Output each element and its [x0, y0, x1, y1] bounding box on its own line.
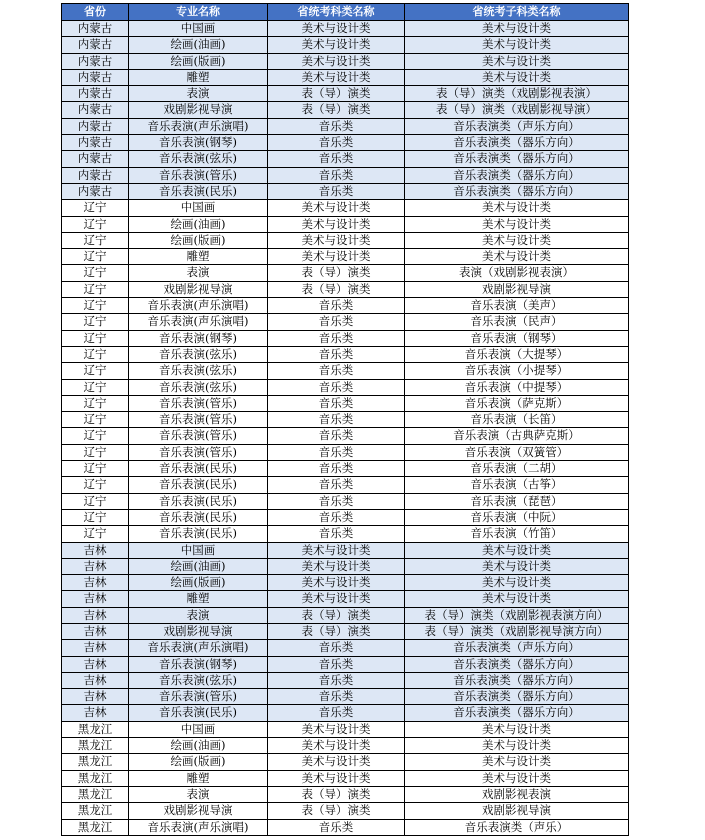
cell-exam-subcategory: 美术与设计类 [405, 69, 629, 85]
table-row [62, 493, 629, 509]
cell-province: 辽宁 [62, 200, 129, 216]
cell-exam-subcategory: 戏剧影视导演 [405, 281, 629, 297]
cell-exam-subcategory: 音乐表演（萨克斯） [405, 395, 629, 411]
table-row [62, 314, 629, 330]
cell-exam-category: 美术与设计类 [268, 37, 405, 53]
cell-province: 黑龙江 [62, 754, 129, 770]
cell-exam-category: 音乐类 [268, 395, 405, 411]
cell-exam-category: 音乐类 [268, 428, 405, 444]
cell-province: 辽宁 [62, 395, 129, 411]
cell-exam-category: 表（导）演类 [268, 281, 405, 297]
cell-province: 辽宁 [62, 379, 129, 395]
cell-province: 吉林 [62, 689, 129, 705]
table-row [62, 623, 629, 639]
cell-province: 辽宁 [62, 428, 129, 444]
cell-major-name: 音乐表演(管乐) [129, 444, 268, 460]
table-row [62, 461, 629, 477]
table-row [62, 575, 629, 591]
cell-province: 辽宁 [62, 461, 129, 477]
cell-major-name: 音乐表演(管乐) [129, 428, 268, 444]
cell-exam-category: 美术与设计类 [268, 200, 405, 216]
cell-province: 黑龙江 [62, 738, 129, 754]
header-exam-category: 省统考科类名称 [268, 4, 405, 21]
cell-exam-category: 音乐类 [268, 330, 405, 346]
cell-exam-category: 美术与设计类 [268, 558, 405, 574]
table-row [62, 379, 629, 395]
cell-exam-subcategory: 音乐表演（钢琴） [405, 330, 629, 346]
cell-major-name: 音乐表演(声乐演唱) [129, 118, 268, 134]
cell-major-name: 绘画(版画) [129, 754, 268, 770]
cell-exam-category: 音乐类 [268, 705, 405, 721]
cell-exam-category: 美术与设计类 [268, 53, 405, 69]
cell-exam-category: 表（导）演类 [268, 265, 405, 281]
cell-province: 内蒙古 [62, 69, 129, 85]
cell-exam-subcategory: 音乐表演（长笛） [405, 412, 629, 428]
cell-exam-category: 音乐类 [268, 461, 405, 477]
cell-exam-category: 音乐类 [268, 314, 405, 330]
cell-major-name: 音乐表演(声乐演唱) [129, 314, 268, 330]
cell-exam-subcategory: 音乐表演（二胡） [405, 461, 629, 477]
cell-province: 内蒙古 [62, 183, 129, 199]
table-row [62, 542, 629, 558]
cell-province: 辽宁 [62, 477, 129, 493]
cell-exam-category: 美术与设计类 [268, 721, 405, 737]
cell-province: 辽宁 [62, 526, 129, 542]
cell-province: 黑龙江 [62, 770, 129, 786]
cell-exam-category: 表（导）演类 [268, 803, 405, 819]
cell-province: 吉林 [62, 623, 129, 639]
table-row [62, 183, 629, 199]
table-row [62, 86, 629, 102]
cell-exam-subcategory: 音乐表演类（声乐） [405, 819, 629, 835]
table-row [62, 770, 629, 786]
table-row [62, 281, 629, 297]
cell-exam-subcategory: 音乐表演（小提琴） [405, 363, 629, 379]
cell-exam-subcategory: 音乐表演类（器乐方向） [405, 135, 629, 151]
cell-exam-subcategory: 音乐表演类（器乐方向） [405, 689, 629, 705]
cell-province: 吉林 [62, 672, 129, 688]
table-row [62, 721, 629, 737]
cell-major-name: 音乐表演(管乐) [129, 167, 268, 183]
cell-exam-subcategory: 美术与设计类 [405, 558, 629, 574]
cell-major-name: 音乐表演(民乐) [129, 477, 268, 493]
cell-exam-category: 表（导）演类 [268, 86, 405, 102]
table-row [62, 167, 629, 183]
cell-exam-category: 表（导）演类 [268, 786, 405, 802]
cell-province: 辽宁 [62, 281, 129, 297]
cell-major-name: 戏剧影视导演 [129, 803, 268, 819]
table-row [62, 118, 629, 134]
admissions-table-container [61, 3, 629, 836]
cell-exam-subcategory: 表（导）演类（戏剧影视导演） [405, 102, 629, 118]
cell-major-name: 中国画 [129, 721, 268, 737]
cell-exam-category: 美术与设计类 [268, 232, 405, 248]
cell-province: 黑龙江 [62, 721, 129, 737]
cell-major-name: 音乐表演(民乐) [129, 526, 268, 542]
cell-exam-subcategory: 音乐表演（琵琶） [405, 493, 629, 509]
table-row [62, 200, 629, 216]
cell-major-name: 绘画(油画) [129, 738, 268, 754]
cell-province: 吉林 [62, 542, 129, 558]
cell-exam-category: 音乐类 [268, 151, 405, 167]
table-row [62, 444, 629, 460]
table-row [62, 37, 629, 53]
cell-province: 吉林 [62, 656, 129, 672]
cell-exam-category: 音乐类 [268, 346, 405, 362]
header-major-name: 专业名称 [129, 4, 268, 21]
cell-exam-subcategory: 美术与设计类 [405, 542, 629, 558]
table-row [62, 69, 629, 85]
table-row [62, 819, 629, 835]
cell-province: 吉林 [62, 607, 129, 623]
table-row [62, 135, 629, 151]
cell-province: 吉林 [62, 640, 129, 656]
cell-province: 辽宁 [62, 249, 129, 265]
cell-province: 黑龙江 [62, 803, 129, 819]
table-row [62, 738, 629, 754]
cell-province: 内蒙古 [62, 102, 129, 118]
cell-province: 辽宁 [62, 232, 129, 248]
table-row [62, 428, 629, 444]
cell-major-name: 中国画 [129, 542, 268, 558]
cell-major-name: 音乐表演(声乐演唱) [129, 640, 268, 656]
cell-major-name: 雕塑 [129, 69, 268, 85]
cell-province: 吉林 [62, 575, 129, 591]
cell-province: 内蒙古 [62, 118, 129, 134]
cell-province: 黑龙江 [62, 786, 129, 802]
cell-province: 内蒙古 [62, 151, 129, 167]
table-row [62, 216, 629, 232]
cell-exam-category: 音乐类 [268, 526, 405, 542]
cell-major-name: 音乐表演(民乐) [129, 183, 268, 199]
cell-major-name: 音乐表演(钢琴) [129, 135, 268, 151]
cell-province: 辽宁 [62, 216, 129, 232]
cell-exam-subcategory: 音乐表演类（器乐方向） [405, 656, 629, 672]
cell-exam-category: 表（导）演类 [268, 607, 405, 623]
table-row [62, 803, 629, 819]
cell-exam-subcategory: 美术与设计类 [405, 53, 629, 69]
cell-exam-subcategory: 美术与设计类 [405, 770, 629, 786]
cell-exam-category: 美术与设计类 [268, 754, 405, 770]
cell-exam-category: 音乐类 [268, 298, 405, 314]
table-row [62, 509, 629, 525]
table-body [62, 21, 629, 836]
cell-exam-subcategory: 音乐表演类（器乐方向） [405, 672, 629, 688]
cell-major-name: 绘画(版画) [129, 232, 268, 248]
cell-exam-subcategory: 表（导）演类（戏剧影视导演方向） [405, 623, 629, 639]
table-row [62, 591, 629, 607]
cell-exam-category: 美术与设计类 [268, 21, 405, 37]
cell-major-name: 音乐表演(声乐演唱) [129, 819, 268, 835]
cell-exam-subcategory: 音乐表演类（器乐方向） [405, 167, 629, 183]
table-header-row [62, 4, 629, 21]
cell-major-name: 绘画(油画) [129, 558, 268, 574]
cell-major-name: 雕塑 [129, 591, 268, 607]
cell-province: 吉林 [62, 705, 129, 721]
cell-province: 辽宁 [62, 330, 129, 346]
cell-exam-category: 音乐类 [268, 509, 405, 525]
cell-exam-subcategory: 音乐表演（中提琴） [405, 379, 629, 395]
table-row [62, 558, 629, 574]
cell-exam-category: 音乐类 [268, 118, 405, 134]
header-province: 省份 [62, 4, 129, 21]
cell-exam-subcategory: 表（导）演类（戏剧影视表演方向） [405, 607, 629, 623]
cell-province: 内蒙古 [62, 37, 129, 53]
cell-major-name: 音乐表演(管乐) [129, 395, 268, 411]
cell-exam-subcategory: 音乐表演类（器乐方向） [405, 705, 629, 721]
cell-major-name: 音乐表演(弦乐) [129, 672, 268, 688]
cell-major-name: 音乐表演(管乐) [129, 412, 268, 428]
cell-exam-subcategory: 表演（戏剧影视表演） [405, 265, 629, 281]
cell-exam-subcategory: 美术与设计类 [405, 738, 629, 754]
cell-major-name: 雕塑 [129, 249, 268, 265]
cell-exam-subcategory: 音乐表演类（器乐方向） [405, 151, 629, 167]
cell-exam-subcategory: 美术与设计类 [405, 249, 629, 265]
cell-major-name: 音乐表演(钢琴) [129, 330, 268, 346]
cell-major-name: 表演 [129, 786, 268, 802]
cell-province: 辽宁 [62, 314, 129, 330]
table-row [62, 526, 629, 542]
cell-exam-subcategory: 美术与设计类 [405, 591, 629, 607]
cell-exam-subcategory: 美术与设计类 [405, 232, 629, 248]
cell-exam-subcategory: 音乐表演类（声乐方向） [405, 640, 629, 656]
cell-major-name: 戏剧影视导演 [129, 102, 268, 118]
cell-province: 黑龙江 [62, 819, 129, 835]
cell-exam-category: 美术与设计类 [268, 216, 405, 232]
cell-exam-category: 音乐类 [268, 135, 405, 151]
cell-exam-subcategory: 音乐表演（双簧管） [405, 444, 629, 460]
cell-exam-subcategory: 音乐表演（竹笛） [405, 526, 629, 542]
cell-exam-category: 美术与设计类 [268, 69, 405, 85]
table-row [62, 298, 629, 314]
cell-exam-category: 音乐类 [268, 183, 405, 199]
header-exam-subcategory: 省统考子科类名称 [405, 4, 629, 21]
cell-province: 辽宁 [62, 346, 129, 362]
cell-exam-subcategory: 戏剧影视表演 [405, 786, 629, 802]
cell-province: 辽宁 [62, 363, 129, 379]
cell-province: 吉林 [62, 558, 129, 574]
table-row [62, 607, 629, 623]
table-row [62, 672, 629, 688]
cell-major-name: 绘画(油画) [129, 37, 268, 53]
cell-exam-subcategory: 音乐表演（美声） [405, 298, 629, 314]
cell-province: 辽宁 [62, 493, 129, 509]
cell-major-name: 音乐表演(民乐) [129, 461, 268, 477]
cell-exam-subcategory: 美术与设计类 [405, 200, 629, 216]
cell-province: 辽宁 [62, 509, 129, 525]
cell-major-name: 音乐表演(民乐) [129, 509, 268, 525]
cell-province: 辽宁 [62, 412, 129, 428]
cell-province: 辽宁 [62, 265, 129, 281]
table-row [62, 53, 629, 69]
cell-province: 内蒙古 [62, 86, 129, 102]
cell-exam-subcategory: 美术与设计类 [405, 721, 629, 737]
table-row [62, 477, 629, 493]
cell-exam-category: 音乐类 [268, 477, 405, 493]
cell-major-name: 中国画 [129, 200, 268, 216]
cell-major-name: 戏剧影视导演 [129, 281, 268, 297]
cell-major-name: 绘画(版画) [129, 575, 268, 591]
cell-exam-category: 音乐类 [268, 672, 405, 688]
table-row [62, 330, 629, 346]
table-row [62, 102, 629, 118]
cell-major-name: 雕塑 [129, 770, 268, 786]
cell-exam-category: 音乐类 [268, 689, 405, 705]
cell-exam-category: 美术与设计类 [268, 770, 405, 786]
cell-exam-category: 音乐类 [268, 819, 405, 835]
cell-major-name: 音乐表演(弦乐) [129, 379, 268, 395]
cell-province: 内蒙古 [62, 135, 129, 151]
cell-exam-subcategory: 表（导）演类（戏剧影视表演） [405, 86, 629, 102]
cell-major-name: 戏剧影视导演 [129, 623, 268, 639]
cell-exam-subcategory: 美术与设计类 [405, 21, 629, 37]
cell-major-name: 绘画(版画) [129, 53, 268, 69]
table-row [62, 786, 629, 802]
cell-major-name: 音乐表演(钢琴) [129, 656, 268, 672]
cell-exam-category: 美术与设计类 [268, 738, 405, 754]
cell-exam-subcategory: 音乐表演类（声乐方向） [405, 118, 629, 134]
cell-major-name: 音乐表演(弦乐) [129, 346, 268, 362]
cell-province: 吉林 [62, 591, 129, 607]
cell-exam-category: 音乐类 [268, 363, 405, 379]
cell-major-name: 音乐表演(民乐) [129, 705, 268, 721]
cell-province: 内蒙古 [62, 53, 129, 69]
cell-exam-subcategory: 美术与设计类 [405, 37, 629, 53]
table-row [62, 412, 629, 428]
cell-exam-subcategory: 音乐表演（中阮） [405, 509, 629, 525]
cell-exam-category: 表（导）演类 [268, 623, 405, 639]
table-row [62, 21, 629, 37]
cell-exam-category: 音乐类 [268, 444, 405, 460]
table-row [62, 346, 629, 362]
cell-exam-category: 美术与设计类 [268, 575, 405, 591]
table-row [62, 249, 629, 265]
table-row [62, 656, 629, 672]
table-row [62, 395, 629, 411]
cell-major-name: 音乐表演(管乐) [129, 689, 268, 705]
table-row [62, 689, 629, 705]
cell-exam-subcategory: 美术与设计类 [405, 754, 629, 770]
admissions-table [61, 3, 629, 836]
cell-exam-category: 音乐类 [268, 167, 405, 183]
cell-exam-subcategory: 音乐表演类（器乐方向） [405, 183, 629, 199]
table-row [62, 265, 629, 281]
cell-exam-subcategory: 音乐表演（大提琴） [405, 346, 629, 362]
table-row [62, 754, 629, 770]
cell-exam-subcategory: 戏剧影视导演 [405, 803, 629, 819]
cell-exam-category: 音乐类 [268, 493, 405, 509]
cell-major-name: 中国画 [129, 21, 268, 37]
cell-exam-category: 音乐类 [268, 656, 405, 672]
cell-major-name: 表演 [129, 265, 268, 281]
table-row [62, 232, 629, 248]
cell-major-name: 音乐表演(弦乐) [129, 151, 268, 167]
table-row [62, 705, 629, 721]
cell-major-name: 绘画(油画) [129, 216, 268, 232]
table-row [62, 151, 629, 167]
table-row [62, 363, 629, 379]
cell-exam-subcategory: 音乐表演（民声） [405, 314, 629, 330]
cell-major-name: 表演 [129, 607, 268, 623]
cell-exam-category: 音乐类 [268, 379, 405, 395]
cell-exam-subcategory: 美术与设计类 [405, 216, 629, 232]
cell-province: 内蒙古 [62, 167, 129, 183]
cell-exam-subcategory: 美术与设计类 [405, 575, 629, 591]
cell-province: 辽宁 [62, 444, 129, 460]
cell-major-name: 音乐表演(民乐) [129, 493, 268, 509]
cell-major-name: 音乐表演(弦乐) [129, 363, 268, 379]
cell-province: 辽宁 [62, 298, 129, 314]
cell-exam-category: 美术与设计类 [268, 542, 405, 558]
cell-exam-category: 音乐类 [268, 412, 405, 428]
cell-province: 内蒙古 [62, 21, 129, 37]
cell-exam-category: 音乐类 [268, 640, 405, 656]
cell-exam-category: 美术与设计类 [268, 591, 405, 607]
cell-exam-category: 美术与设计类 [268, 249, 405, 265]
cell-major-name: 表演 [129, 86, 268, 102]
cell-exam-subcategory: 音乐表演（古典萨克斯） [405, 428, 629, 444]
table-row [62, 640, 629, 656]
cell-major-name: 音乐表演(声乐演唱) [129, 298, 268, 314]
cell-exam-subcategory: 音乐表演（古筝） [405, 477, 629, 493]
cell-exam-category: 表（导）演类 [268, 102, 405, 118]
